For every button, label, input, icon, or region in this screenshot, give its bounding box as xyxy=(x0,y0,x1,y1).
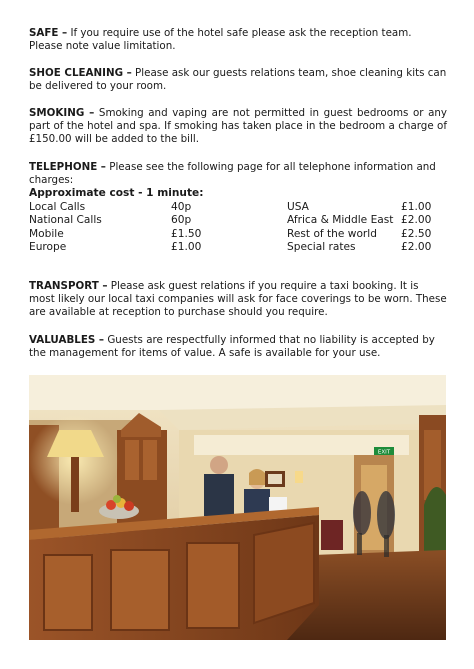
rate-value: £2.50 xyxy=(401,227,432,240)
rate-value: 60p xyxy=(171,214,192,227)
phone-rates-left xyxy=(29,201,231,255)
rate-label: Europe xyxy=(29,241,67,254)
rate-label: Local Calls xyxy=(29,201,86,213)
shoe-cleaning-paragraph xyxy=(29,67,447,93)
rate-label: Mobile xyxy=(29,227,64,240)
valuables-paragraph xyxy=(29,334,447,360)
shoe-cleaning-heading: SHOE CLEANING – xyxy=(29,67,132,79)
smoking-paragraph xyxy=(29,107,447,147)
phone-rates-right xyxy=(287,201,447,255)
transport-heading: TRANSPORT – xyxy=(29,280,108,292)
telephone-heading: TELEPHONE – xyxy=(29,161,106,173)
rate-label: Africa & Middle East xyxy=(287,214,394,227)
smoking-text: Smoking and vaping are not permitted in guest bedrooms or any part of the hotel and spa. If smoking has taken place in the bedroom a charge of £150.00 will be added to the bill. xyxy=(29,107,448,146)
transport-paragraph xyxy=(29,280,447,320)
exit-sign: EXIT xyxy=(377,449,391,456)
valuables-heading: VALUABLES – xyxy=(29,334,105,346)
hotel-reception-photo xyxy=(29,375,446,640)
rate-label: Rest of the world xyxy=(287,227,377,240)
rate-label: USA xyxy=(287,201,309,213)
shoe-cleaning-text: Please ask our guests relations team, shoe cleaning kits can be delivered to your room. xyxy=(29,67,447,93)
transport-text: Please ask guest relations if you require a taxi booking. It is most likely our local taxi companies will ask for face coverings to be worn. These are available at reception to purchase should you require. xyxy=(29,280,447,319)
rate-label: National Calls xyxy=(29,214,102,227)
rate-value: £1.00 xyxy=(171,241,202,254)
rate-label: Special rates xyxy=(287,241,356,254)
smoking-heading: SMOKING – xyxy=(29,107,95,119)
telephone-text: Please see the following page for all telephone information and charges: xyxy=(29,161,436,187)
rate-value: £2.00 xyxy=(401,214,432,227)
rate-value: £1.00 xyxy=(401,201,432,213)
safe-paragraph xyxy=(29,27,447,53)
rate-value: 40p xyxy=(171,201,192,213)
rate-value: £2.00 xyxy=(401,241,432,254)
rate-value: £1.50 xyxy=(171,227,202,240)
safe-text: If you require use of the hotel safe please ask the reception team. Please note value limitation. xyxy=(29,27,412,53)
telephone-paragraph xyxy=(29,161,447,187)
phone-cost-title: Approximate cost - 1 minute: xyxy=(29,187,204,199)
valuables-text: Guests are respectfully informed that no liability is accepted by the management for items of value. A safe is available for your use. xyxy=(29,334,435,360)
safe-heading: SAFE – xyxy=(29,27,68,39)
